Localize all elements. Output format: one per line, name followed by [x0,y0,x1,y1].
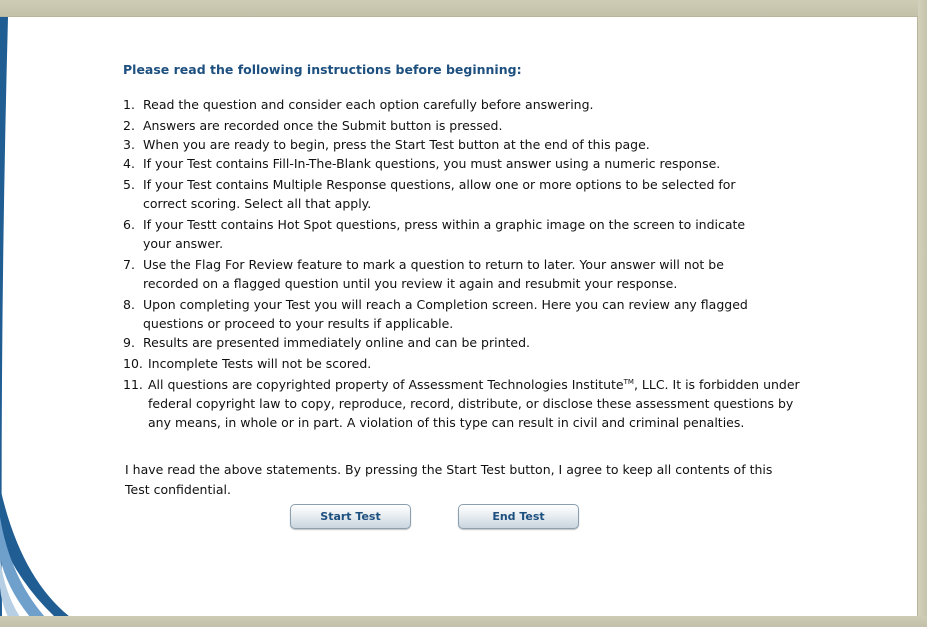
item-text-line: questions or proceed to your results if applicable. [143,316,454,331]
list-item [123,116,813,135]
end-test-button[interactable] [458,504,579,529]
item-number: 10. [123,356,143,371]
item-text-line: recorded on a flagged question until you review it again and resubmit your response. [143,276,678,291]
item-text-line: any means, in whole or in part. A violation of this type can result in civil and criminal penalties. [148,415,745,430]
end-test-label: End Test [492,510,545,523]
bottom-frame-band [0,616,927,627]
instructions-list [123,95,813,432]
item-text: Results are presented immediately online and can be printed. [143,335,531,350]
item-text: If your Test contains Fill-In-The-Blank questions, you must answer using a numeric response. [143,156,721,171]
item-text-line: All questions are copyrighted property of Assessment Technologies Institute [148,377,624,392]
item-number: 4. [123,156,135,171]
item-text-line: your answer. [143,236,224,251]
top-frame-band [0,0,927,16]
instructions-heading: Please read the following instructions before beginning: [123,62,522,77]
list-item [123,354,813,373]
item-text: Read the question and consider each option carefully before answering. [143,97,594,112]
list-item [123,154,813,173]
item-number: 9. [123,335,135,350]
item-number: 6. [123,217,135,232]
item-text: Incomplete Tests will not be scored. [148,356,372,371]
item-text-line: , LLC. It is forbidden under [633,377,800,392]
item-number: 3. [123,137,135,152]
start-test-label: Start Test [320,510,381,523]
statement-line: I have read the above statements. By pressing the Start Test button, I agree to keep all contents of this [125,462,773,477]
item-number: 11. [123,377,143,392]
item-number: 7. [123,257,135,272]
list-item [123,215,813,253]
item-text: Answers are recorded once the Submit button is pressed. [143,118,503,133]
item-text-line: Upon completing your Test you will reach a Completion screen. Here you can review any flagged [143,297,748,312]
decorative-swoosh [0,17,120,616]
start-test-button[interactable] [290,504,411,529]
trademark-symbol: TM [623,377,634,386]
item-number: 8. [123,297,135,312]
list-item [123,255,813,293]
item-text-line: If your Test contains Multiple Response questions, allow one or more options to be selected for [143,177,736,192]
item-text-line: federal copyright law to copy, reproduce, record, distribute, or disclose these assessment questions by [148,396,794,411]
item-number: 2. [123,118,135,133]
item-number: 5. [123,177,135,192]
right-frame-band [918,0,927,627]
item-text-line: Use the Flag For Review feature to mark a question to return to later. Your answer will not be [143,257,724,272]
list-item [123,95,813,114]
item-text-line: If your Testt contains Hot Spot questions, press within a graphic image on the screen to indicate [143,217,746,232]
list-item [123,375,813,432]
item-number: 1. [123,97,135,112]
item-text: When you are ready to begin, press the Start Test button at the end of this page. [143,137,650,152]
list-item [123,175,813,213]
list-item [123,295,813,333]
confidentiality-statement [125,460,785,499]
item-text-line: correct scoring. Select all that apply. [143,196,372,211]
list-item [123,135,813,154]
list-item [123,333,813,352]
statement-line: Test confidential. [125,481,231,497]
